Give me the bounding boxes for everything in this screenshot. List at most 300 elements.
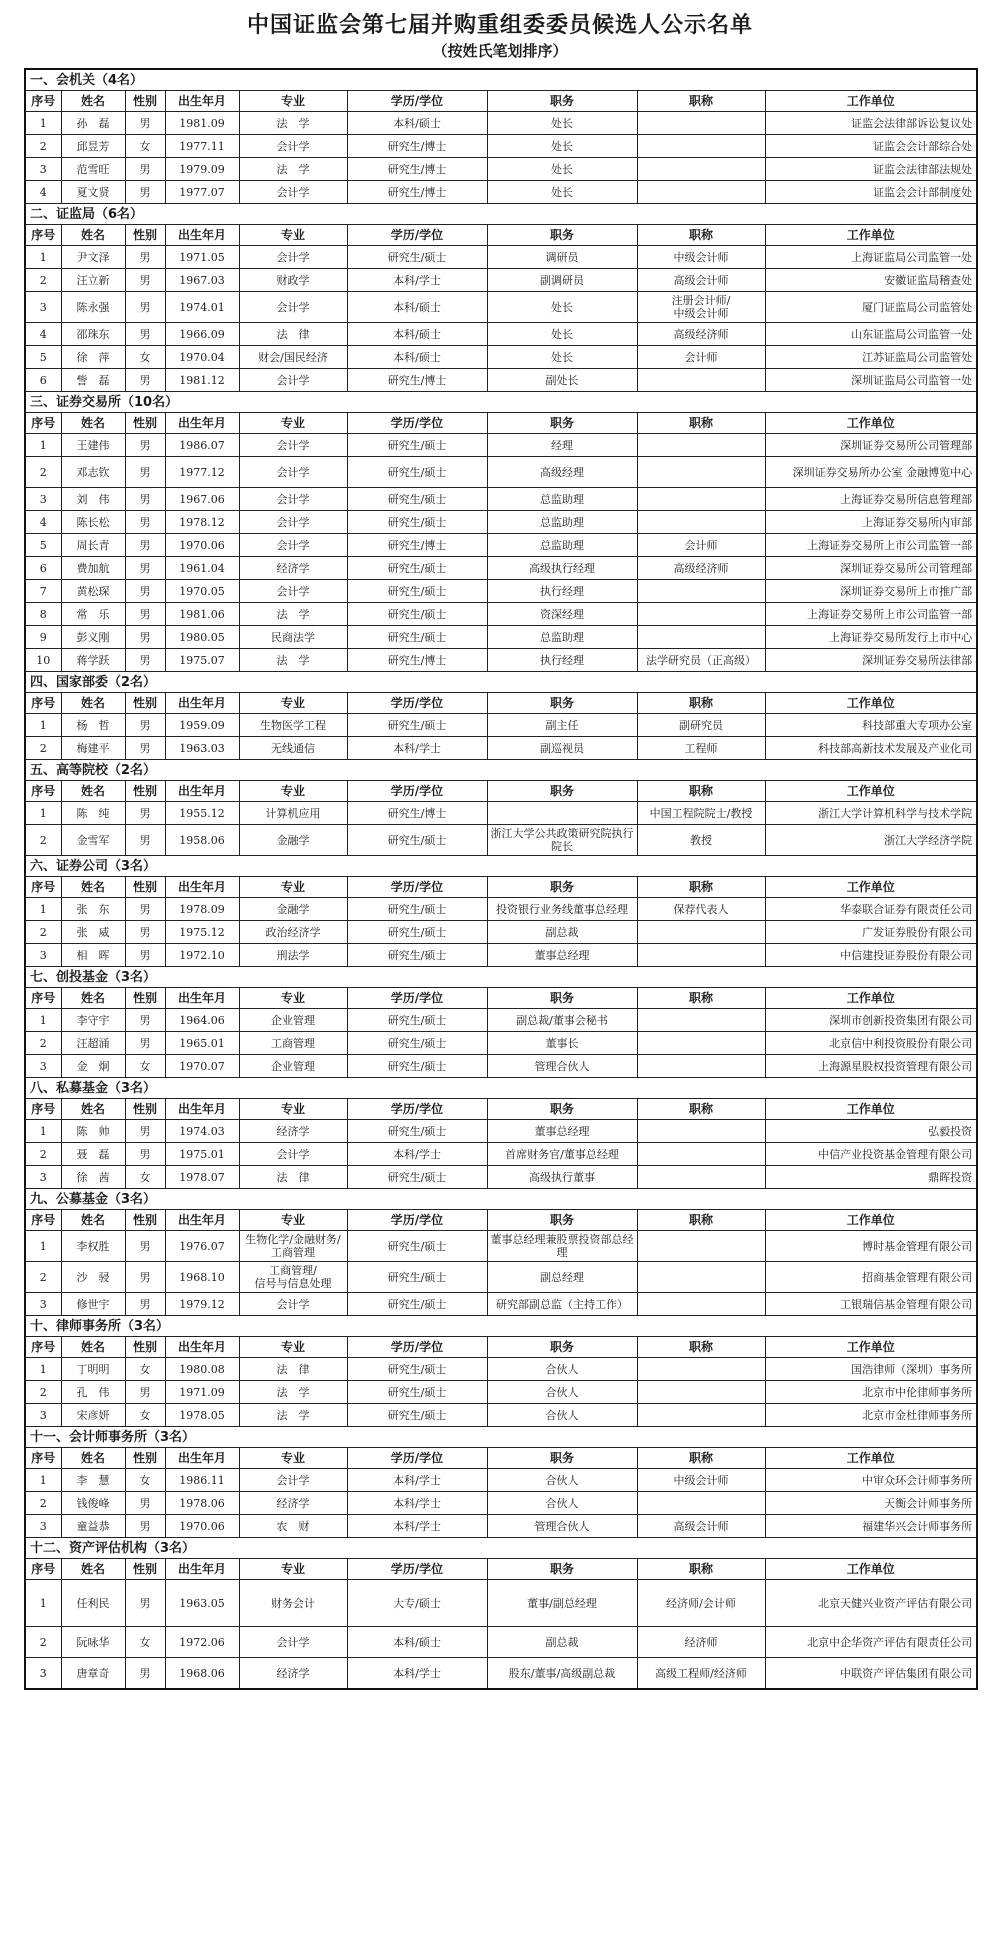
col-index: 8 (25, 603, 61, 626)
col-birth: 1974.01 (165, 292, 239, 323)
column-header-index: 序号 (25, 1559, 61, 1580)
col-name: 金雪军 (61, 825, 125, 856)
column-header-title: 职称 (637, 413, 765, 434)
column-header-birth: 出生年月 (165, 1210, 239, 1231)
col-name: 孙 磊 (61, 112, 125, 135)
col-position: 高级经理 (487, 457, 637, 488)
col-position: 股东/董事/高级副总裁 (487, 1658, 637, 1690)
column-header-row (25, 781, 977, 802)
column-header-gender: 性别 (125, 1559, 165, 1580)
col-name: 常 乐 (61, 603, 125, 626)
table-row (25, 488, 977, 511)
col-major: 经济学 (239, 1492, 347, 1515)
column-header-position: 职务 (487, 225, 637, 246)
col-birth: 1979.12 (165, 1293, 239, 1316)
section-title: 八、私募基金（3名） (25, 1078, 977, 1099)
column-header-degree: 学历/学位 (347, 781, 487, 802)
col-title: 中级会计师 (637, 246, 765, 269)
column-header-birth: 出生年月 (165, 1099, 239, 1120)
column-header-index: 序号 (25, 1210, 61, 1231)
col-position: 首席财务官/董事总经理 (487, 1143, 637, 1166)
col-birth: 1975.07 (165, 649, 239, 672)
col-gender: 男 (125, 511, 165, 534)
column-header-employer: 工作单位 (765, 693, 977, 714)
col-index: 10 (25, 649, 61, 672)
col-birth: 1964.06 (165, 1009, 239, 1032)
section-title: 二、证监局（6名） (25, 204, 977, 225)
col-degree: 研究生/硕士 (347, 898, 487, 921)
col-birth: 1978.06 (165, 1492, 239, 1515)
col-birth: 1961.04 (165, 557, 239, 580)
col-position: 董事长 (487, 1032, 637, 1055)
col-employer: 北京信中利投资股份有限公司 (765, 1032, 977, 1055)
col-birth: 1970.04 (165, 346, 239, 369)
column-header-position: 职务 (487, 693, 637, 714)
column-header-major: 专业 (239, 225, 347, 246)
col-employer: 博时基金管理有限公司 (765, 1231, 977, 1262)
column-header-birth: 出生年月 (165, 1337, 239, 1358)
column-header-employer: 工作单位 (765, 781, 977, 802)
col-major: 会计学 (239, 534, 347, 557)
table-row (25, 1055, 977, 1078)
column-header-position: 职务 (487, 1337, 637, 1358)
col-index: 2 (25, 1492, 61, 1515)
column-header-index: 序号 (25, 988, 61, 1009)
col-major: 企业管理 (239, 1055, 347, 1078)
col-birth: 1980.08 (165, 1358, 239, 1381)
col-name: 费加航 (61, 557, 125, 580)
column-header-degree: 学历/学位 (347, 413, 487, 434)
column-header-gender: 性别 (125, 1337, 165, 1358)
col-birth: 1980.05 (165, 626, 239, 649)
col-gender: 男 (125, 1658, 165, 1690)
col-employer: 中联资产评估集团有限公司 (765, 1658, 977, 1690)
col-major: 政治经济学 (239, 921, 347, 944)
col-position: 管理合伙人 (487, 1515, 637, 1538)
col-employer: 招商基金管理有限公司 (765, 1262, 977, 1293)
section-header (25, 1427, 977, 1448)
col-name: 宋彦妍 (61, 1404, 125, 1427)
col-major: 法 学 (239, 158, 347, 181)
col-gender: 男 (125, 649, 165, 672)
col-employer: 福建华兴会计师事务所 (765, 1515, 977, 1538)
column-header-position: 职务 (487, 1448, 637, 1469)
col-gender: 男 (125, 1262, 165, 1293)
col-degree: 本科/学士 (347, 1515, 487, 1538)
column-header-row (25, 1337, 977, 1358)
table-row (25, 1120, 977, 1143)
col-position: 处长 (487, 346, 637, 369)
table-row (25, 825, 977, 856)
col-name: 修世宇 (61, 1293, 125, 1316)
col-birth: 1963.05 (165, 1580, 239, 1627)
column-header-row (25, 1559, 977, 1580)
col-position: 合伙人 (487, 1404, 637, 1427)
column-header-name: 姓名 (61, 988, 125, 1009)
col-major: 法 律 (239, 1166, 347, 1189)
column-header-position: 职务 (487, 877, 637, 898)
col-position: 副总经理 (487, 1262, 637, 1293)
col-index: 1 (25, 434, 61, 457)
col-position: 董事总经理兼股票投资部总经理 (487, 1231, 637, 1262)
col-degree: 研究生/硕士 (347, 557, 487, 580)
col-name: 孔 伟 (61, 1381, 125, 1404)
col-position: 经理 (487, 434, 637, 457)
col-degree: 研究生/硕士 (347, 1032, 487, 1055)
col-name: 陈 帅 (61, 1120, 125, 1143)
col-major: 会计学 (239, 1627, 347, 1658)
col-major: 财政学 (239, 269, 347, 292)
column-header-index: 序号 (25, 693, 61, 714)
col-degree: 研究生/硕士 (347, 1358, 487, 1381)
table-row (25, 1469, 977, 1492)
col-title: 经济师/会计师 (637, 1580, 765, 1627)
col-position: 执行经理 (487, 649, 637, 672)
column-header-employer: 工作单位 (765, 1210, 977, 1231)
col-index: 1 (25, 802, 61, 825)
col-index: 3 (25, 1293, 61, 1316)
column-header-degree: 学历/学位 (347, 1099, 487, 1120)
column-header-gender: 性别 (125, 91, 165, 112)
col-major: 法 律 (239, 323, 347, 346)
col-major: 会计学 (239, 511, 347, 534)
column-header-row (25, 1099, 977, 1120)
col-degree: 研究生/硕士 (347, 921, 487, 944)
col-degree: 本科/硕士 (347, 323, 487, 346)
col-name: 杨 哲 (61, 714, 125, 737)
table-row (25, 802, 977, 825)
col-title (637, 1055, 765, 1078)
col-title (637, 1143, 765, 1166)
section-title: 三、证券交易所（10名） (25, 392, 977, 413)
col-position: 副调研员 (487, 269, 637, 292)
col-employer: 安徽证监局稽查处 (765, 269, 977, 292)
col-name: 周长青 (61, 534, 125, 557)
col-employer: 鼎晖投资 (765, 1166, 977, 1189)
col-position: 副处长 (487, 369, 637, 392)
table-row (25, 1580, 977, 1627)
col-degree: 研究生/硕士 (347, 1381, 487, 1404)
col-index: 2 (25, 457, 61, 488)
column-header-title: 职称 (637, 1210, 765, 1231)
col-major: 经济学 (239, 1120, 347, 1143)
table-row (25, 1515, 977, 1538)
col-title (637, 369, 765, 392)
col-birth: 1978.07 (165, 1166, 239, 1189)
col-gender: 男 (125, 1009, 165, 1032)
col-employer: 上海证券交易所信息管理部 (765, 488, 977, 511)
column-header-title: 职称 (637, 1337, 765, 1358)
col-degree: 研究生/硕士 (347, 1231, 487, 1262)
col-degree: 研究生/硕士 (347, 626, 487, 649)
col-gender: 女 (125, 346, 165, 369)
col-birth: 1977.12 (165, 457, 239, 488)
col-gender: 男 (125, 292, 165, 323)
col-gender: 男 (125, 434, 165, 457)
col-degree: 研究生/硕士 (347, 488, 487, 511)
col-title: 会计师 (637, 346, 765, 369)
col-gender: 男 (125, 626, 165, 649)
col-employer: 工银瑞信基金管理有限公司 (765, 1293, 977, 1316)
col-birth: 1966.09 (165, 323, 239, 346)
col-position: 高级执行经理 (487, 557, 637, 580)
col-employer: 科技部高新技术发展及产业化司 (765, 737, 977, 760)
col-position: 董事总经理 (487, 944, 637, 967)
col-gender: 男 (125, 181, 165, 204)
col-birth: 1974.03 (165, 1120, 239, 1143)
column-header-employer: 工作单位 (765, 413, 977, 434)
section-header (25, 69, 977, 91)
col-major: 工商管理 (239, 1032, 347, 1055)
col-position: 研究部副总监（主持工作） (487, 1293, 637, 1316)
col-gender: 男 (125, 158, 165, 181)
col-degree: 本科/硕士 (347, 292, 487, 323)
col-degree: 研究生/博士 (347, 181, 487, 204)
col-position: 合伙人 (487, 1358, 637, 1381)
col-index: 3 (25, 944, 61, 967)
col-degree: 研究生/硕士 (347, 246, 487, 269)
column-header-major: 专业 (239, 781, 347, 802)
col-degree: 研究生/硕士 (347, 1166, 487, 1189)
col-employer: 北京市中伦律师事务所 (765, 1381, 977, 1404)
table-row (25, 1293, 977, 1316)
col-employer: 弘毅投资 (765, 1120, 977, 1143)
col-birth: 1967.06 (165, 488, 239, 511)
col-title (637, 1293, 765, 1316)
col-degree: 研究生/博士 (347, 158, 487, 181)
column-header-birth: 出生年月 (165, 693, 239, 714)
col-degree: 研究生/硕士 (347, 603, 487, 626)
col-major: 会计学 (239, 457, 347, 488)
col-position: 总监助理 (487, 511, 637, 534)
col-major: 经济学 (239, 557, 347, 580)
col-title: 高级经济师 (637, 557, 765, 580)
col-employer: 北京市金杜律师事务所 (765, 1404, 977, 1427)
col-gender: 男 (125, 802, 165, 825)
section-header (25, 204, 977, 225)
col-position: 副总裁 (487, 1627, 637, 1658)
col-position: 合伙人 (487, 1381, 637, 1404)
column-header-major: 专业 (239, 1099, 347, 1120)
col-title (637, 921, 765, 944)
col-index: 1 (25, 898, 61, 921)
col-index: 1 (25, 112, 61, 135)
col-title (637, 1492, 765, 1515)
col-name: 张 威 (61, 921, 125, 944)
column-header-birth: 出生年月 (165, 877, 239, 898)
col-position: 合伙人 (487, 1469, 637, 1492)
col-gender: 男 (125, 714, 165, 737)
col-position: 副总裁 (487, 921, 637, 944)
col-title: 法学研究员（正高级） (637, 649, 765, 672)
col-employer: 中审众环会计师事务所 (765, 1469, 977, 1492)
col-name: 陈永强 (61, 292, 125, 323)
col-employer: 证监会法律部法规处 (765, 158, 977, 181)
column-header-birth: 出生年月 (165, 413, 239, 434)
col-name: 金 炯 (61, 1055, 125, 1078)
col-position: 副巡视员 (487, 737, 637, 760)
col-name: 徐 萍 (61, 346, 125, 369)
col-name: 邓志钦 (61, 457, 125, 488)
col-position: 总监助理 (487, 488, 637, 511)
col-employer: 厦门证监局公司监管处 (765, 292, 977, 323)
col-gender: 男 (125, 1120, 165, 1143)
column-header-position: 职务 (487, 988, 637, 1009)
col-position: 副主任 (487, 714, 637, 737)
column-header-position: 职务 (487, 1559, 637, 1580)
col-gender: 男 (125, 825, 165, 856)
col-degree: 研究生/硕士 (347, 825, 487, 856)
col-major: 民商法学 (239, 626, 347, 649)
col-degree: 研究生/硕士 (347, 714, 487, 737)
col-gender: 女 (125, 1404, 165, 1427)
col-title: 保荐代表人 (637, 898, 765, 921)
col-title (637, 1032, 765, 1055)
col-birth: 1986.07 (165, 434, 239, 457)
document-title: 中国证监会第七届并购重组委委员候选人公示名单 (246, 13, 753, 38)
col-gender: 男 (125, 1231, 165, 1262)
col-position: 处长 (487, 292, 637, 323)
col-birth: 1968.10 (165, 1262, 239, 1293)
column-header-gender: 性别 (125, 1099, 165, 1120)
col-index: 5 (25, 346, 61, 369)
col-employer: 广发证券股份有限公司 (765, 921, 977, 944)
col-major: 生物化学/金融财务/工商管理 (239, 1231, 347, 1262)
col-major: 工商管理/ 信号与信息处理 (239, 1262, 347, 1293)
col-employer: 北京中企华资产评估有限责任公司 (765, 1627, 977, 1658)
col-gender: 男 (125, 557, 165, 580)
column-header-name: 姓名 (61, 1559, 125, 1580)
col-gender: 女 (125, 1627, 165, 1658)
col-title: 中级会计师 (637, 1469, 765, 1492)
col-birth: 1978.05 (165, 1404, 239, 1427)
table-row (25, 1381, 977, 1404)
col-gender: 男 (125, 369, 165, 392)
col-title: 经济师 (637, 1627, 765, 1658)
col-gender: 男 (125, 603, 165, 626)
col-degree: 研究生/硕士 (347, 1293, 487, 1316)
col-index: 3 (25, 1404, 61, 1427)
table-row (25, 921, 977, 944)
col-name: 邵珠东 (61, 323, 125, 346)
column-header-position: 职务 (487, 1210, 637, 1231)
col-position: 资深经理 (487, 603, 637, 626)
col-degree: 本科/学士 (347, 1658, 487, 1690)
col-position: 处长 (487, 323, 637, 346)
col-title: 中国工程院院士/教授 (637, 802, 765, 825)
col-title: 注册会计师/ 中级会计师 (637, 292, 765, 323)
col-index: 2 (25, 269, 61, 292)
column-header-row (25, 1210, 977, 1231)
column-header-title: 职称 (637, 1099, 765, 1120)
column-header-major: 专业 (239, 693, 347, 714)
col-name: 童益恭 (61, 1515, 125, 1538)
table-row (25, 158, 977, 181)
section-title: 五、高等院校（2名） (25, 760, 977, 781)
col-major: 会计学 (239, 580, 347, 603)
table-row (25, 1166, 977, 1189)
col-employer: 上海证券交易所上市公司监管一部 (765, 534, 977, 557)
col-position: 执行经理 (487, 580, 637, 603)
table-row (25, 135, 977, 158)
table-row (25, 269, 977, 292)
col-degree: 研究生/博士 (347, 649, 487, 672)
col-title: 工程师 (637, 737, 765, 760)
column-header-position: 职务 (487, 413, 637, 434)
column-header-name: 姓名 (61, 1448, 125, 1469)
col-gender: 男 (125, 269, 165, 292)
column-header-gender: 性别 (125, 225, 165, 246)
col-title (637, 580, 765, 603)
col-major: 财会/国民经济 (239, 346, 347, 369)
col-employer: 深圳证监局公司监管一处 (765, 369, 977, 392)
column-header-gender: 性别 (125, 781, 165, 802)
col-position: 投资银行业务线董事总经理 (487, 898, 637, 921)
col-major: 会计学 (239, 135, 347, 158)
column-header-title: 职称 (637, 225, 765, 246)
section-header (25, 1316, 977, 1337)
col-index: 9 (25, 626, 61, 649)
col-index: 2 (25, 1627, 61, 1658)
table-row (25, 737, 977, 760)
col-name: 黄松琛 (61, 580, 125, 603)
col-major: 金融学 (239, 825, 347, 856)
col-position: 总监助理 (487, 626, 637, 649)
column-header-employer: 工作单位 (765, 1099, 977, 1120)
table-row (25, 369, 977, 392)
col-gender: 男 (125, 1143, 165, 1166)
col-position: 董事/副总经理 (487, 1580, 637, 1627)
table-row (25, 1143, 977, 1166)
col-gender: 男 (125, 457, 165, 488)
column-header-name: 姓名 (61, 225, 125, 246)
col-name: 李权胜 (61, 1231, 125, 1262)
column-header-degree: 学历/学位 (347, 877, 487, 898)
col-index: 2 (25, 1262, 61, 1293)
column-header-degree: 学历/学位 (347, 225, 487, 246)
col-title (637, 1381, 765, 1404)
col-employer: 浙江大学经济学院 (765, 825, 977, 856)
column-header-row (25, 988, 977, 1009)
column-header-major: 专业 (239, 1559, 347, 1580)
column-header-name: 姓名 (61, 1210, 125, 1231)
col-employer: 上海证券交易所内审部 (765, 511, 977, 534)
col-gender: 女 (125, 1469, 165, 1492)
col-position: 处长 (487, 181, 637, 204)
col-gender: 男 (125, 112, 165, 135)
column-header-title: 职称 (637, 91, 765, 112)
col-employer: 深圳证券交易所上市推广部 (765, 580, 977, 603)
col-name: 任利民 (61, 1580, 125, 1627)
col-employer: 天衡会计师事务所 (765, 1492, 977, 1515)
column-header-name: 姓名 (61, 413, 125, 434)
col-major: 企业管理 (239, 1009, 347, 1032)
col-index: 2 (25, 1143, 61, 1166)
col-index: 1 (25, 1580, 61, 1627)
table-row (25, 1627, 977, 1658)
section-title: 九、公募基金（3名） (25, 1189, 977, 1210)
col-degree: 研究生/硕士 (347, 1262, 487, 1293)
col-birth: 1975.01 (165, 1143, 239, 1166)
col-degree: 本科/硕士 (347, 346, 487, 369)
col-title (637, 511, 765, 534)
col-birth: 1971.05 (165, 246, 239, 269)
table-row (25, 323, 977, 346)
col-birth: 1958.06 (165, 825, 239, 856)
table-row (25, 714, 977, 737)
col-title (637, 1166, 765, 1189)
column-header-gender: 性别 (125, 988, 165, 1009)
